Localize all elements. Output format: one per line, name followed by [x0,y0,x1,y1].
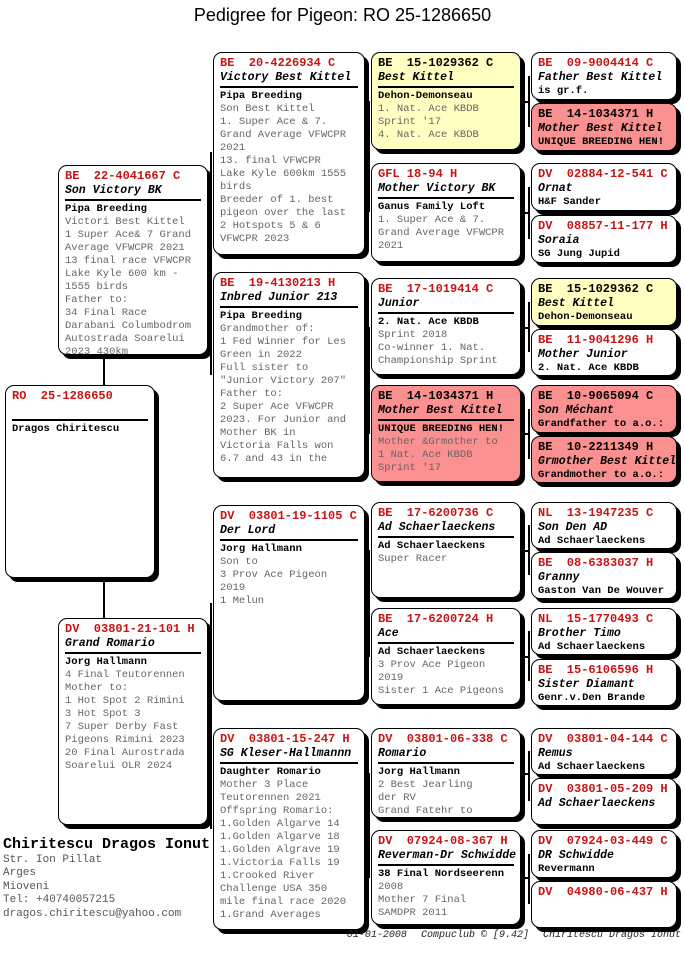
pedigree-notes [538,863,670,876]
pedigree-box[interactable] [213,728,365,930]
divider [220,306,358,308]
pigeon-name: Best Kittel [538,297,614,310]
pedigree-note-line: 2023. For Junior and [220,414,347,426]
pedigree-notes [538,136,670,149]
pedigree-notes [220,766,358,922]
pigeon-name: DR Schwidde [538,849,614,862]
pedigree-note-line: 1 Super Ace& 7 Grand [65,229,192,241]
pedigree-box[interactable] [531,608,677,655]
ring-number: DV 03801-04-144 C [538,732,668,746]
ring-number: DV 07924-08-367 H [378,834,508,848]
breeder-line: UNIQUE BREEDING HEN! [378,423,505,435]
pedigree-box[interactable] [371,502,521,598]
pedigree-box[interactable] [531,659,677,706]
ring-number: NL 13-1947235 C [538,506,654,520]
pedigree-notes [538,761,670,774]
ring-number: BE 11-9041296 H [538,333,654,347]
pigeon-name: Victory Best Kittel [220,71,352,84]
pedigree-note-line: Grand Fatehr to [378,805,473,817]
pedigree-note-line: Mother 3 Place [220,779,309,791]
divider [378,642,514,644]
pedigree-box[interactable] [531,103,677,151]
pedigree-note-line: 2019 [220,582,246,594]
pedigree-note-line: 1.Golden Algarve 14 [220,818,340,830]
pigeon-name [12,404,148,418]
pigeon-name: Ad Schaerlaeckens [378,521,496,534]
divider [378,536,514,538]
breeder-line: Daughter Romario [220,766,321,778]
pedigree-note-line: Son to [220,556,258,568]
pigeon-name: Brother Timo [538,627,621,640]
pedigree-notes [65,203,201,359]
pedigree-notes [12,423,148,436]
breeder-line: H&F Sander [538,196,602,208]
breeder-line: Jorg Hallmann [65,656,147,668]
pedigree-note-line: 2021 [220,142,246,154]
pigeon-name: Mother Victory BK [378,182,496,195]
pedigree-box[interactable] [531,163,677,211]
divider [220,762,358,764]
pigeon-name: Best Kittel [378,71,454,84]
pigeon-name: Remus [538,747,573,760]
pigeon-name: Grmother Best Kittel [538,455,677,468]
ring-number: BE 15-1029362 C [538,282,654,296]
divider [378,762,514,764]
pedigree-note-line: Green in 2022 [220,349,302,361]
ring-number: NL 15-1770493 C [538,612,654,626]
pedigree-note-line: Sister 1 Ace Pigeons [378,685,505,697]
pedigree-note-line: 3 Hot Spot 3 [65,708,141,720]
pigeon-name: Reverman-Dr Schwidde [378,849,517,862]
pedigree-note-line: 1 Melun [220,595,265,607]
pedigree-box[interactable] [371,163,521,262]
pedigree-notes [65,656,201,773]
pedigree-notes [538,418,670,431]
breeder-line: Ad Schaerlaeckens [538,641,646,653]
pedigree-note-line: 3 Prov Ace Pigeon [220,569,328,581]
pedigree-note-line: Teutorennen 2021 [220,792,321,804]
pedigree-note-line: Father to: [220,388,284,400]
ring-number: BE 14-1034371 H [378,389,494,403]
pedigree-note-line: Sprint 2018 [378,329,448,341]
pedigree-box[interactable] [213,272,365,478]
connector-line [368,327,370,434]
pedigree-note-line: Autostrada Soarelui [65,333,185,345]
breeder-line: Grandmother to a.o.: [538,469,665,481]
pedigree-note-line: Grand Average VFWCPR [378,227,505,239]
pedigree-notes [378,766,514,818]
breeder-line: Ad Schaerlaeckens [538,535,646,547]
owner-contact-block [3,836,210,921]
pigeon-name: Der Lord [220,524,276,537]
ring-number: BE 10-2211349 H [538,440,654,454]
pedigree-box[interactable] [531,502,677,549]
ring-number: BE 20-4226934 C [220,56,336,70]
pedigree-note-line: Mother BK in [220,427,296,439]
pigeon-name: Son Victory BK [65,184,162,197]
pedigree-box[interactable] [5,385,155,578]
footer-owner-name: Chiritescu Dragos Ionut [542,930,681,941]
pigeon-name: Mother Best Kittel [378,404,503,417]
page-title: Pedigree for Pigeon: RO 25-1286650 [193,5,492,25]
breeder-line: Pipa Breeding [220,90,302,102]
divider [378,312,514,314]
breeder-line: Ganus Family Loft [378,201,486,213]
pedigree-note-line: 1. Super Ace & 7. [220,116,328,128]
pedigree-box[interactable] [531,278,677,326]
pedigree-notes [538,469,670,482]
pedigree-note-line: Darabani Columbodrom [65,320,192,332]
footer [333,930,681,941]
breeder-line: Revermann [538,863,595,875]
pedigree-note-line: Challenge USA 350 [220,883,328,895]
pedigree-note-line: 20 Final Aurostrada [65,747,185,759]
pedigree-box[interactable] [531,552,677,599]
breeder-line: Ad Schaerlaeckens [378,646,486,658]
owner-address-line: Arges [3,867,37,880]
pedigree-note-line: 34 Final Race [65,307,147,319]
pedigree-note-line: 1 Nat. Ace KBDB [378,449,473,461]
pedigree-note-line: 13. final VFWCPR [220,155,321,167]
breeder-line: 2. Nat. Ace KBDB [538,362,639,374]
pigeon-name: SG Kleser-Hallmannn [220,747,352,760]
pedigree-note-line: Victori Best Kittel [65,216,185,228]
pedigree-box[interactable] [531,881,677,928]
pedigree-note-line: birds [220,181,252,193]
pedigree-notes [378,90,514,142]
breeder-line: Dragos Chiritescu [12,423,120,435]
divider [378,419,514,421]
pedigree-note-line: Offspring Romario: [220,805,334,817]
pedigree-note-line: Average VFWCPR 2021 [65,242,185,254]
pedigree-box[interactable] [531,385,677,433]
pedigree-note-line: SAMDPR 2011 [378,907,448,919]
breeder-line: UNIQUE BREEDING HEN! [538,136,665,148]
divider [220,86,358,88]
breeder-line: Dehon-Demonseau [538,311,633,323]
pedigree-notes [378,201,514,253]
ring-number: BE 14-1034371 H [538,107,654,121]
pedigree-notes [220,310,358,466]
breeder-line: Grandfather to a.o.: [538,418,665,430]
divider [220,539,358,541]
breeder-line: Ad Schaerlaeckens [538,761,646,773]
pedigree-note-line: 2 Hotspots 5 & 6 [220,220,321,232]
ring-number: BE 10-9065094 C [538,389,654,403]
pedigree-note-line: 2008 [378,881,404,893]
pedigree-notes [378,868,514,920]
connector-line [210,152,212,375]
pedigree-note-line: 1555 birds [65,281,129,293]
pedigree-box[interactable] [531,830,677,878]
pigeon-name: Inbred Junior 213 [220,291,338,304]
connector-line [521,773,529,775]
pedigree-notes [538,362,670,375]
pigeon-name: Soraia [538,234,580,247]
ring-number: DV 04980-06-437 H [538,885,668,899]
pedigree-box[interactable] [371,728,521,818]
divider [378,86,514,88]
connector-line [521,212,529,214]
breeder-line: Pipa Breeding [220,310,302,322]
pedigree-note-line: 1 Fed Winner for Les [220,336,347,348]
pedigree-box[interactable] [58,618,208,825]
pedigree-notes [538,535,670,548]
pedigree-note-line: 1.Golden Algarve 18 [220,831,340,843]
divider [65,199,201,201]
pedigree-box[interactable] [531,329,677,376]
pedigree-note-line: 1. Nat. Ace KBDB [378,103,479,115]
breeder-line: Gaston Van De Wouver [538,585,665,597]
pedigree-note-line: Mother to: [65,682,129,694]
pedigree-note-line: Grandmother of: [220,323,315,335]
connector-line [368,773,370,878]
pedigree-box[interactable] [371,608,521,705]
ring-number: DV 02884-12-541 C [538,167,668,181]
pedigree-note-line: Full sister to [220,362,309,374]
footer-date: 01-01-2008 [346,930,407,941]
pedigree-note-line: Son Best Kittel [220,103,315,115]
pedigree-box[interactable] [531,52,677,100]
pedigree-notes [220,90,358,246]
pedigree-box[interactable] [371,278,521,375]
pigeon-name: Son Méchant [538,404,614,417]
ring-number: RO 25-1286650 [12,389,113,403]
pigeon-name: Ace [378,627,399,640]
breeder-line: Jorg Hallmann [220,543,302,555]
pedigree-notes [378,540,514,566]
pedigree-note-line: 2021 [378,240,404,252]
owner-name: Chiritescu Dragos Ionut [3,836,211,853]
connector-line [521,877,529,879]
pedigree-note-line: Father to: [65,294,129,306]
breeder-line: 38 Final Nordseerenn [378,868,505,880]
pedigree-note-line: Breeder of 1. best [220,194,334,206]
pedigree-note-line: 1.Victoria Falls 19 [220,857,340,869]
divider [12,419,148,421]
pedigree-box[interactable] [371,52,521,150]
breeder-line: Dehon-Demonseau [378,90,473,102]
breeder-line: Ad Schaerlaeckens [378,540,486,552]
ring-number: BE 15-1029362 C [378,56,494,70]
breeder-line: Jorg Hallmann [378,766,460,778]
ring-number: DV 08857-11-177 H [538,219,668,233]
pedigree-box[interactable] [58,165,208,358]
pedigree-note-line: pigeon over the last [220,207,347,219]
connector-line [521,433,529,435]
owner-email: dragos.chiritescu@yahoo.com [3,907,182,920]
ring-number: BE 17-6200724 H [378,612,494,626]
pedigree-note-line: Super Racer [378,553,448,565]
pigeon-name: Junior [378,297,420,310]
owner-address-line: Mioveni [3,880,50,893]
ring-number: BE 15-6106596 H [538,663,654,677]
connector-line [521,550,529,552]
pedigree-note-line: Championship Sprint [378,355,498,367]
pedigree-note-line: 2 Super Ace VFWCPR [220,401,334,413]
pedigree-note-line: 1.Grand Averages [220,909,321,921]
pedigree-note-line: Victoria Falls won [220,440,334,452]
breeder-line: Genr.v.Den Brande [538,692,646,704]
connector-line [521,101,529,103]
pedigree-note-line: der RV [378,792,416,804]
ring-number: BE 22-4041667 C [65,169,181,183]
pedigree-note-line: Sprint '17 [378,116,442,128]
pedigree-note-line: 4. Nat. Ace KBDB [378,129,479,141]
pedigree-notes [378,423,514,475]
pigeon-name: Mother Junior [538,348,628,361]
pedigree-note-line: Soarelui OLR 2024 [65,760,173,772]
pigeon-name: Ornat [538,182,573,195]
pedigree-note-line: 2 Best Jearling [378,779,473,791]
pedigree-note-line: 1.Crooked River [220,870,315,882]
pigeon-name: Romario [378,747,427,760]
owner-phone: Tel: +40740057215 [3,894,116,907]
pigeon-name: Father Best Kittel [538,71,663,84]
ring-number: BE 09-9004414 C [538,56,654,70]
ring-number: BE 19-4130213 H [220,276,336,290]
pedigree-box[interactable] [531,778,677,825]
pigeon-name: Granny [538,571,580,584]
connector-line [521,327,529,329]
pedigree-box[interactable] [531,728,677,775]
ring-number: BE 17-6200736 C [378,506,494,520]
pedigree-note-line: Lake Kyle 600km 1555 [220,168,347,180]
pedigree-note-line: 13 final race VFWCPR [65,255,192,267]
connector-line [528,854,530,904]
divider [378,197,514,199]
pedigree-note-line: Sprint '17 [378,462,442,474]
pedigree-box[interactable] [531,436,677,483]
pigeon-name: Mother Best Kittel [538,122,663,135]
pedigree-notes [378,646,514,698]
owner-address-line: Str. Ion Pillat [3,854,103,866]
ring-number: DV 03801-19-1105 C [220,509,357,523]
ring-number: DV 03801-06-338 C [378,732,508,746]
ring-number: GFL 18-94 H [378,167,458,181]
footer-software: Compuclub © [9.42] [420,930,529,941]
pedigree-notes [538,585,670,598]
pedigree-note-line: "Junior Victory 207" [220,375,347,387]
pedigree-note-line: Pigeons Rimini 2023 [65,734,185,746]
pigeon-name: Sister Diamant [538,678,635,691]
connector-line [368,101,370,212]
pedigree-note-line: mile final race 2020 [220,896,347,908]
pedigree-note-line: 1. Super Ace & 7. [378,214,486,226]
connector-line [210,603,212,829]
pedigree-note-line: Mother &Grmother to [378,436,498,448]
divider [65,652,201,654]
pedigree-note-line: VFWCPR 2023 [220,233,290,245]
pedigree-note-line: 7 Super Derby Fast [65,721,179,733]
ring-number: DV 07924-03-449 C [538,834,668,848]
pedigree-notes [538,311,670,324]
pedigree-note-line: 2023 430km [65,346,129,358]
pedigree-notes [220,543,358,608]
divider [378,864,514,866]
pedigree-note-line: 1.Golden Algrave 19 [220,844,340,856]
pedigree-box[interactable] [371,830,521,925]
pedigree-box[interactable] [531,215,677,263]
pedigree-notes [538,692,670,705]
ring-number: DV 03801-15-247 H [220,732,350,746]
ring-number: BE 17-1019414 C [378,282,494,296]
ring-number: DV 03801-05-209 H [538,782,668,796]
pedigree-notes [538,196,670,209]
breeder-line: is gr.f. [538,85,589,97]
pigeon-name: Son Den AD [538,521,608,534]
ring-number: DV 03801-21-101 H [65,622,195,636]
breeder-line: Pipa Breeding [65,203,147,215]
pedigree-box[interactable] [213,505,365,701]
pedigree-note-line: Grand Average VFWCPR [220,129,347,141]
connector-line [521,656,529,658]
pigeon-name [538,900,670,914]
pedigree-note-line: 4 Final Teutorennen [65,669,185,681]
breeder-line: 2. Nat. Ace KBDB [378,316,479,328]
pedigree-notes [538,85,670,98]
breeder-line: SG Jung Jupid [538,248,620,260]
pedigree-note-line: 2019 [378,672,404,684]
pedigree-note-line: 3 Prov Ace Pigeon [378,659,486,671]
pigeon-name: Ad Schaerlaeckens [538,797,656,810]
connector-line [528,751,530,801]
pedigree-box[interactable] [213,52,365,255]
pedigree-note-line: 6.7 and 43 in the [220,453,328,465]
pedigree-note-line: Lake Kyle 600 km - [65,268,179,280]
pedigree-note-line: Co-winner 1. Nat. [378,342,486,354]
ring-number: BE 08-6383037 H [538,556,654,570]
pedigree-note-line: 1 Hot Spot 2 Rimini [65,695,185,707]
pedigree-notes [538,248,670,261]
pedigree-notes [378,316,514,368]
pigeon-name: Grand Romario [65,637,155,650]
pedigree-note-line: Mother 7 Final [378,894,467,906]
pedigree-notes [538,641,670,654]
pedigree-box[interactable] [371,385,521,482]
